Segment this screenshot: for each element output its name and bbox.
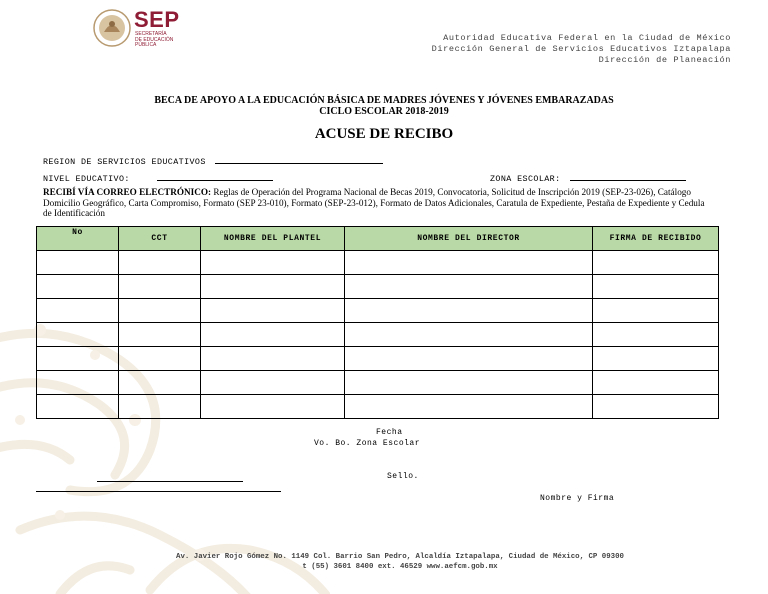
table-cell[interactable] xyxy=(37,251,119,275)
table-cell[interactable] xyxy=(201,371,345,395)
table-row xyxy=(37,371,719,395)
nombre-firma-label: Nombre y Firma xyxy=(540,494,615,503)
logo-subtitle: SECRETARÍA DE EDUCACIÓN PÚBLICA xyxy=(135,31,174,48)
nivel-input-line[interactable] xyxy=(157,171,273,181)
vobo-label: Vo. Bo. Zona Escolar xyxy=(314,439,421,448)
page-title: ACUSE DE RECIBO xyxy=(314,126,454,142)
table-cell[interactable] xyxy=(345,323,593,347)
recibi-paragraph xyxy=(43,187,713,219)
sello-label: Sello. xyxy=(387,472,419,481)
col-header-plantel: NOMBRE DEL PLANTEL xyxy=(201,227,345,251)
acuse-table xyxy=(36,226,719,419)
program-title: BECA DE APOYO A LA EDUCACIÓN BÁSICA DE MADRES JÓVENES Y JÓVENES EMBARAZADAS CICLO ESCOLAR 2018-2019 xyxy=(154,95,614,117)
table-cell[interactable] xyxy=(119,347,201,371)
table-cell[interactable] xyxy=(119,275,201,299)
region-field xyxy=(43,154,383,167)
table-row xyxy=(37,395,719,419)
header-line: Dirección de Planeación xyxy=(598,55,731,65)
table-cell[interactable] xyxy=(119,395,201,419)
table-cell[interactable] xyxy=(201,395,345,419)
fecha-signature-line[interactable] xyxy=(97,481,243,482)
table-cell[interactable] xyxy=(593,371,719,395)
nivel-field xyxy=(43,171,273,184)
region-input-line[interactable] xyxy=(215,154,383,164)
table-cell[interactable] xyxy=(119,251,201,275)
zona-field xyxy=(490,171,686,184)
table-row xyxy=(37,299,719,323)
table-cell[interactable] xyxy=(37,395,119,419)
col-header-cct: CCT xyxy=(119,227,201,251)
table-cell[interactable] xyxy=(593,323,719,347)
recibi-text: Reglas de Operación del Programa Nacional de Becas 2019, Convocatoria, Solicitud de Inscripción 2019 (SEP-23-026), Catálogo Domicilio Geográfico, Carta Compromiso, Formato (SEP 23-010), Formato (SEP-23-012), Formato de Datos Adicionales, Caratula de Expediente, Pestaña de Expediente y Cedula de Identificación xyxy=(43,187,705,218)
table-row xyxy=(37,347,719,371)
table-cell[interactable] xyxy=(593,347,719,371)
table-cell[interactable] xyxy=(593,299,719,323)
col-header-no: No xyxy=(37,227,119,251)
table-cell[interactable] xyxy=(345,395,593,419)
vobo-signature-line[interactable] xyxy=(36,491,281,492)
table-header-row xyxy=(37,227,719,251)
coat-of-arms-icon xyxy=(92,8,132,48)
table-cell[interactable] xyxy=(201,275,345,299)
table-cell[interactable] xyxy=(593,275,719,299)
table-cell[interactable] xyxy=(37,323,119,347)
table-cell[interactable] xyxy=(37,347,119,371)
table-cell[interactable] xyxy=(37,275,119,299)
header-line: Autoridad Educativa Federal en la Ciudad de México xyxy=(443,33,731,43)
table-cell[interactable] xyxy=(37,371,119,395)
table-cell[interactable] xyxy=(201,347,345,371)
table-row xyxy=(37,251,719,275)
table-cell[interactable] xyxy=(37,299,119,323)
table-cell[interactable] xyxy=(345,347,593,371)
header-authority xyxy=(432,33,731,66)
sep-logo xyxy=(92,8,182,50)
region-label: REGION DE SERVICIOS EDUCATIVOS xyxy=(43,157,206,167)
col-header-director: NOMBRE DEL DIRECTOR xyxy=(345,227,593,251)
recibi-label: RECIBÍ VÍA CORREO ELECTRÓNICO: xyxy=(43,187,212,197)
table-cell[interactable] xyxy=(593,251,719,275)
fecha-label: Fecha xyxy=(376,428,403,437)
zona-input-line[interactable] xyxy=(570,171,686,181)
table-cell[interactable] xyxy=(201,251,345,275)
nivel-label: NIVEL EDUCATIVO: xyxy=(43,174,130,184)
logo-text: SEP xyxy=(134,7,180,32)
table-cell[interactable] xyxy=(345,275,593,299)
table-cell[interactable] xyxy=(119,323,201,347)
table-cell[interactable] xyxy=(201,299,345,323)
table-row xyxy=(37,275,719,299)
table-cell[interactable] xyxy=(201,323,345,347)
col-header-firma: FIRMA DE RECIBIDO xyxy=(593,227,719,251)
table-cell[interactable] xyxy=(345,251,593,275)
table-cell[interactable] xyxy=(593,395,719,419)
table-cell[interactable] xyxy=(119,299,201,323)
header-line: Dirección General de Servicios Educativos Iztapalapa xyxy=(431,44,731,54)
footer-address: Av. Javier Rojo Gómez No. 1149 Col. Barrio San Pedro, Alcaldía Iztapalapa, Ciudad de México, CP 09300 t (55) 3601 8400 ext. 46529 www.aefcm.gob.mx xyxy=(176,553,624,571)
table-row xyxy=(37,323,719,347)
table-cell[interactable] xyxy=(119,371,201,395)
zona-label: ZONA ESCOLAR: xyxy=(490,174,561,184)
table-cell[interactable] xyxy=(345,371,593,395)
table-cell[interactable] xyxy=(345,299,593,323)
